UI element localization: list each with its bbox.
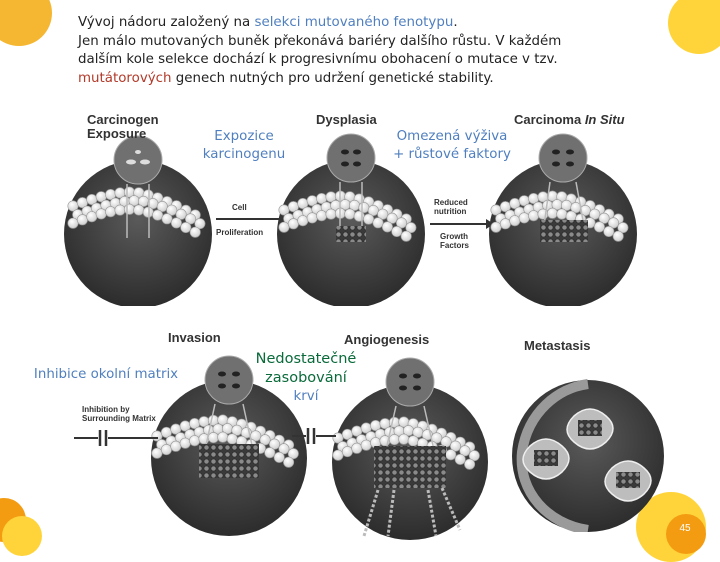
- arrow-label-growth: [440, 232, 469, 250]
- magnified-cell: [386, 358, 434, 406]
- epithelial-cell: [446, 450, 456, 460]
- czech-inhibice: Inhibice okolní matrix: [33, 367, 179, 382]
- epithelial-cell: [510, 216, 520, 226]
- intro-line-1-suffix: .: [453, 15, 458, 30]
- epithelial-cell: [181, 222, 191, 232]
- epithelial-cell: [382, 222, 392, 232]
- arrow-label-proliferation: Proliferation: [216, 228, 264, 237]
- angiogenic-cluster: [374, 446, 446, 488]
- epithelial-cell: [171, 218, 181, 228]
- inhibition-symbol-2: [290, 426, 340, 446]
- panel-metastasis: [508, 352, 668, 532]
- arrow-label-inhibition-1: Inhibition by: [82, 405, 130, 414]
- czech-expozice-2: karcinogenu: [202, 147, 286, 162]
- epithelial-cell: [455, 454, 465, 464]
- intro-line-1: [78, 14, 678, 33]
- epithelial-cell: [500, 219, 510, 229]
- magnified-cell: [114, 136, 162, 184]
- epithelial-cell: [68, 218, 78, 228]
- epithelial-cell: [333, 450, 343, 460]
- epithelial-cell: [124, 204, 134, 214]
- intro-paragraph: [78, 14, 678, 88]
- magnified-cell: [539, 134, 587, 182]
- arrow-label-growth-2: Factors: [440, 241, 469, 250]
- panel-carcinogen-exposure: [63, 126, 213, 306]
- epithelial-cell: [189, 436, 199, 446]
- epithelial-cell: [373, 218, 383, 228]
- epithelial-cell: [218, 432, 228, 442]
- decor-circle-topleft: [0, 0, 52, 46]
- czech-expozice-1: Expozice: [214, 129, 274, 144]
- epithelial-cell: [345, 209, 355, 219]
- epithelial-cell: [361, 440, 371, 450]
- czech-nedostatecne-1: Nedostatečné: [255, 351, 357, 367]
- label-carcinogen-1: Carcinogen: [87, 112, 159, 127]
- epithelial-cell: [307, 213, 317, 223]
- epithelial-cell: [557, 209, 567, 219]
- carcinoma-cluster: [540, 220, 588, 242]
- epithelial-cell: [288, 219, 298, 229]
- epithelial-cell: [352, 443, 362, 453]
- epithelial-cell: [604, 226, 614, 236]
- epithelial-cell: [401, 231, 411, 241]
- label-angiogenesis: Angiogenesis: [344, 332, 430, 347]
- epithelial-cell: [180, 438, 190, 448]
- arrow-label-reduced-2: nutrition: [434, 207, 467, 216]
- epithelial-cell: [161, 444, 171, 454]
- epithelial-cell: [152, 448, 162, 458]
- czech-nedostatecne-2: zasobování: [265, 370, 347, 386]
- epithelial-cell: [143, 207, 153, 217]
- epithelial-cell: [326, 209, 336, 219]
- intro-line-4-suffix: genech nutných pro udržení genetické stability.: [171, 70, 494, 86]
- arrow-label-growth-1: Growth: [440, 232, 468, 241]
- czech-omezena-2: + růstové faktory: [393, 147, 511, 162]
- epithelial-cell: [547, 208, 557, 218]
- epithelial-cell: [613, 231, 623, 241]
- epithelial-cell: [105, 207, 115, 217]
- epithelial-cell: [399, 434, 409, 444]
- epithelial-cell: [316, 211, 326, 221]
- decor-circle-bottomleft-yellow: [2, 516, 42, 556]
- invasive-cluster: [199, 444, 259, 478]
- epithelial-cell: [208, 432, 218, 442]
- epithelial-cell: [528, 211, 538, 221]
- epithelial-cell: [491, 222, 501, 232]
- panel-carcinoma-in-situ: [484, 126, 642, 306]
- epithelial-cell: [389, 434, 399, 444]
- intro-highlight-mutator: mutátorových: [78, 70, 172, 86]
- page-number: 45: [679, 523, 691, 534]
- label-carcinoma-text: Carcinoma: [514, 112, 585, 127]
- epithelial-cell: [162, 214, 172, 224]
- label-carcinoma-italic: In Situ: [584, 112, 625, 127]
- epithelial-cell: [298, 216, 308, 226]
- arrow-label-reduced: [434, 198, 468, 216]
- epithelial-cell: [115, 205, 125, 215]
- czech-nedostatecne: [248, 350, 364, 406]
- epithelial-cell: [392, 226, 402, 236]
- epithelial-cell: [265, 448, 275, 458]
- czech-omezena-1: Omezená výživa: [396, 129, 508, 144]
- epithelial-cell: [408, 436, 418, 446]
- intro-line-1-text: Vývoj nádoru založený na: [78, 15, 255, 30]
- epithelial-cell: [171, 441, 181, 451]
- dysplastic-cluster: [336, 226, 366, 242]
- epithelial-cell: [87, 212, 97, 222]
- intro-line-4: [78, 70, 678, 89]
- label-metastasis: Metastasis: [524, 338, 591, 353]
- label-dysplasia: Dysplasia: [316, 112, 377, 127]
- arrow-label-inhibition-2: Surrounding Matrix: [82, 414, 156, 423]
- epithelial-cell: [519, 213, 529, 223]
- epithelial-cell: [283, 457, 293, 467]
- inhibition-symbol-1: [72, 428, 162, 448]
- epithelial-cell: [464, 459, 474, 469]
- label-invasion: Invasion: [168, 330, 221, 345]
- epithelial-cell: [134, 205, 144, 215]
- arrow-label-inhibition: [82, 405, 156, 423]
- epithelial-cell: [77, 215, 87, 225]
- intro-highlight-selection: selekci mutovaného fenotypu: [254, 15, 454, 30]
- intro-line-2: Jen málo mutovaných buněk překonává bariéry dalšího růstu. V každém: [78, 33, 562, 49]
- arrow-label-reduced-1: Reduced: [434, 198, 468, 207]
- intro-line-3: dalším kole selekce dochází k progresivnímu obohacení o mutace v tzv.: [78, 52, 558, 68]
- epithelial-cell: [227, 434, 237, 444]
- epithelial-cell: [279, 222, 289, 232]
- epithelial-cell: [566, 211, 576, 221]
- label-carcinoma: [514, 112, 625, 127]
- epithelial-cell: [96, 209, 106, 219]
- epithelial-cell: [152, 210, 162, 220]
- epithelial-cell: [342, 446, 352, 456]
- epithelial-cell: [190, 227, 200, 237]
- epithelial-cell: [354, 211, 364, 221]
- epithelial-cell: [363, 214, 373, 224]
- epithelial-cell: [274, 452, 284, 462]
- epithelial-cell: [594, 222, 604, 232]
- arrow-label-cell: Cell: [232, 203, 247, 212]
- magnified-cell: [327, 134, 375, 182]
- magnified-cell: [205, 356, 253, 404]
- czech-nedostatecne-3: krví: [293, 389, 319, 404]
- label-carcinogen-2: Exposure: [87, 126, 147, 141]
